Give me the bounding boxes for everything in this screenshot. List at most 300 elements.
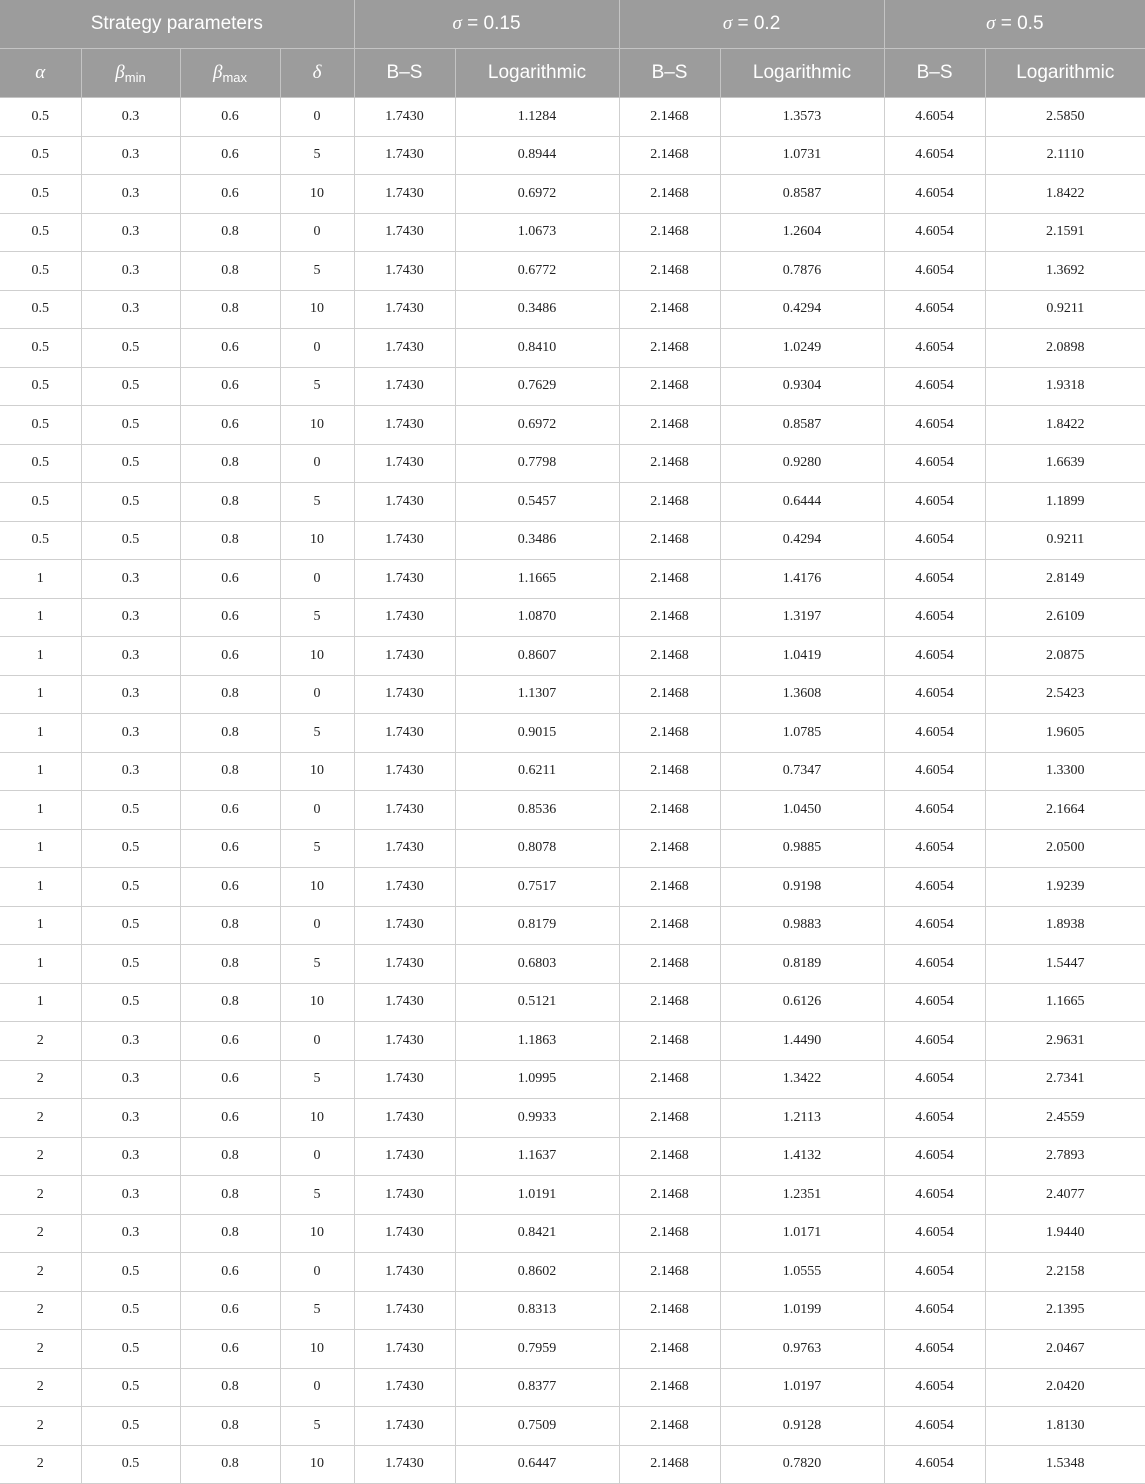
table-cell: 2.1395 [985, 1291, 1145, 1330]
table-cell: 1.1307 [455, 675, 619, 714]
table-cell: 0.6444 [720, 483, 884, 522]
table-cell: 1.8422 [985, 406, 1145, 445]
table-cell: 4.6054 [884, 868, 985, 907]
table-cell: 0.6 [180, 406, 280, 445]
table-cell: 0.5 [0, 175, 81, 214]
table-cell: 1.0995 [455, 1060, 619, 1099]
table-cell: 2.1468 [619, 444, 720, 483]
table-cell: 1.1665 [455, 560, 619, 599]
table-cell: 1 [0, 868, 81, 907]
table-cell: 4.6054 [884, 752, 985, 791]
table-row [0, 1330, 1145, 1369]
table-cell: 0.8607 [455, 637, 619, 676]
table-cell: 4.6054 [884, 213, 985, 252]
table-cell: 1.4490 [720, 1022, 884, 1061]
col-beta-min: $\beta_{min}$ [81, 49, 180, 98]
table-cell: 0.3 [81, 560, 180, 599]
table-cell: 0.8189 [720, 945, 884, 984]
sigma-group-header [619, 0, 884, 49]
table-cell: 0.6972 [455, 175, 619, 214]
table-cell: 1.7430 [354, 136, 455, 175]
table-cell: 0.8 [180, 1176, 280, 1215]
table-cell: 2.1468 [619, 1099, 720, 1138]
table-cell: 2.1468 [619, 906, 720, 945]
table-cell: 0.9304 [720, 367, 884, 406]
table-cell: 0.6972 [455, 406, 619, 445]
sigma-group-header [884, 0, 1145, 49]
table-cell: 1.7430 [354, 752, 455, 791]
table-cell: 4.6054 [884, 1214, 985, 1253]
table-cell: 0 [280, 1253, 354, 1292]
table-cell: 0.6772 [455, 252, 619, 291]
table-cell: 5 [280, 1176, 354, 1215]
table-cell: 0.8 [180, 945, 280, 984]
table-cell: 2.1468 [619, 175, 720, 214]
table-cell: 0.6 [180, 136, 280, 175]
table-cell: 0.5 [81, 983, 180, 1022]
table-cell: 1.2113 [720, 1099, 884, 1138]
table-cell: 4.6054 [884, 560, 985, 599]
table-row [0, 1445, 1145, 1484]
table-cell: 0.8078 [455, 829, 619, 868]
table-cell: 1.7430 [354, 945, 455, 984]
table-row [0, 868, 1145, 907]
table-cell: 1.7430 [354, 252, 455, 291]
col-bs: B–S [354, 49, 455, 98]
table-cell: 2.1468 [619, 521, 720, 560]
table-cell: 1.7430 [354, 290, 455, 329]
table-cell: 2.7893 [985, 1137, 1145, 1176]
table-cell: 0.3 [81, 637, 180, 676]
table-cell: 1.7430 [354, 714, 455, 753]
table-row [0, 714, 1145, 753]
table-cell: 0.3 [81, 136, 180, 175]
table-cell: 10 [280, 1099, 354, 1138]
table-cell: 0.6 [180, 1022, 280, 1061]
table-row [0, 213, 1145, 252]
table-cell: 1 [0, 791, 81, 830]
table-cell: 1.8938 [985, 906, 1145, 945]
table-cell: 1.3692 [985, 252, 1145, 291]
table-cell: 0.6447 [455, 1445, 619, 1484]
table-cell: 1.7430 [354, 98, 455, 137]
table-cell: 2.4077 [985, 1176, 1145, 1215]
table-cell: 1.7430 [354, 983, 455, 1022]
table-cell: 0.5 [81, 483, 180, 522]
table-cell: 4.6054 [884, 329, 985, 368]
table-cell: 4.6054 [884, 1253, 985, 1292]
table-cell: 1 [0, 829, 81, 868]
table-cell: 2.5423 [985, 675, 1145, 714]
table-cell: 0.9211 [985, 290, 1145, 329]
table-cell: 1.0249 [720, 329, 884, 368]
table-cell: 1.7430 [354, 598, 455, 637]
table-cell: 1.0555 [720, 1253, 884, 1292]
table-cell: 0 [280, 213, 354, 252]
table-cell: 0.5 [0, 136, 81, 175]
table-row [0, 945, 1145, 984]
table-cell: 5 [280, 945, 354, 984]
table-row [0, 406, 1145, 445]
table-cell: 1.7430 [354, 329, 455, 368]
table-cell: 0.8 [180, 483, 280, 522]
table-cell: 2.1468 [619, 213, 720, 252]
table-cell: 2.0467 [985, 1330, 1145, 1369]
table-cell: 0.8587 [720, 175, 884, 214]
table-cell: 0.6211 [455, 752, 619, 791]
table-cell: 2.1468 [619, 714, 720, 753]
table-cell: 2 [0, 1330, 81, 1369]
table-cell: 1.9440 [985, 1214, 1145, 1253]
table-cell: 0.7509 [455, 1407, 619, 1446]
table-cell: 2.1468 [619, 945, 720, 984]
table-cell: 0.5 [81, 1445, 180, 1484]
table-cell: 4.6054 [884, 136, 985, 175]
table-cell: 0 [280, 791, 354, 830]
table-cell: 2.1468 [619, 1445, 720, 1484]
table-cell: 1 [0, 560, 81, 599]
table-cell: 1.7430 [354, 906, 455, 945]
table-cell: 10 [280, 1445, 354, 1484]
table-cell: 0 [280, 560, 354, 599]
table-row [0, 290, 1145, 329]
table-cell: 1 [0, 906, 81, 945]
table-cell: 1 [0, 983, 81, 1022]
table-cell: 0.7629 [455, 367, 619, 406]
table-cell: 2.4559 [985, 1099, 1145, 1138]
table-row [0, 791, 1145, 830]
table-row [0, 1099, 1145, 1138]
table-cell: 2 [0, 1407, 81, 1446]
table-cell: 1.7430 [354, 213, 455, 252]
table-cell: 1.8130 [985, 1407, 1145, 1446]
table-cell: 10 [280, 752, 354, 791]
table-cell: 4.6054 [884, 1176, 985, 1215]
table-cell: 1.7430 [354, 1060, 455, 1099]
table-cell: 1.5348 [985, 1445, 1145, 1484]
table-cell: 1.3300 [985, 752, 1145, 791]
table-cell: 0.8 [180, 1407, 280, 1446]
table-cell: 1.7430 [354, 1330, 455, 1369]
table-cell: 1.7430 [354, 791, 455, 830]
table-body [0, 98, 1145, 1484]
table-cell: 1 [0, 637, 81, 676]
table-row [0, 175, 1145, 214]
table-cell: 0.8410 [455, 329, 619, 368]
table-cell: 0.3 [81, 1060, 180, 1099]
table-cell: 4.6054 [884, 1022, 985, 1061]
table-cell: 2.1468 [619, 637, 720, 676]
table-cell: 0.8 [180, 444, 280, 483]
table-cell: 0.3 [81, 598, 180, 637]
table-cell: 10 [280, 290, 354, 329]
table-cell: 0.5 [81, 521, 180, 560]
table-cell: 0.5 [0, 213, 81, 252]
table-cell: 0.5 [81, 444, 180, 483]
table-cell: 2 [0, 1214, 81, 1253]
sigma-symbol: σ [986, 13, 996, 34]
table-cell: 4.6054 [884, 1060, 985, 1099]
table-cell: 1.7430 [354, 1368, 455, 1407]
table-cell: 0.6 [180, 868, 280, 907]
sigma-group-header [354, 0, 619, 49]
table-cell: 10 [280, 868, 354, 907]
table-cell: 1.4176 [720, 560, 884, 599]
table-cell: 0.9883 [720, 906, 884, 945]
table-cell: 0 [280, 329, 354, 368]
table-cell: 0.7798 [455, 444, 619, 483]
table-cell: 0.3 [81, 98, 180, 137]
table-row [0, 98, 1145, 137]
table-cell: 1 [0, 598, 81, 637]
table-cell: 0.5121 [455, 983, 619, 1022]
table-cell: 1.1665 [985, 983, 1145, 1022]
table-cell: 2.8149 [985, 560, 1145, 599]
table-cell: 1.4132 [720, 1137, 884, 1176]
table-cell: 0 [280, 906, 354, 945]
table-cell: 0.3 [81, 714, 180, 753]
table-cell: 4.6054 [884, 444, 985, 483]
table-cell: 5 [280, 252, 354, 291]
table-cell: 0.8421 [455, 1214, 619, 1253]
table-cell: 2.1591 [985, 213, 1145, 252]
table-cell: 0 [280, 1022, 354, 1061]
table-cell: 4.6054 [884, 637, 985, 676]
table-cell: 2.1468 [619, 1214, 720, 1253]
table-cell: 1.7430 [354, 1407, 455, 1446]
table-cell: 2.1468 [619, 560, 720, 599]
table-cell: 4.6054 [884, 367, 985, 406]
table-cell: 10 [280, 1214, 354, 1253]
table-cell: 0.6 [180, 829, 280, 868]
table-cell: 2 [0, 1099, 81, 1138]
table-cell: 0.8587 [720, 406, 884, 445]
table-cell: 0 [280, 98, 354, 137]
table-cell: 0.8 [180, 213, 280, 252]
table-cell: 1.7430 [354, 1137, 455, 1176]
col-delta: δ [280, 49, 354, 98]
table-cell: 0.8 [180, 752, 280, 791]
table-cell: 0.6 [180, 560, 280, 599]
table-cell: 1.0785 [720, 714, 884, 753]
table-cell: 0.3 [81, 1137, 180, 1176]
table-row [0, 1022, 1145, 1061]
table-cell: 0.5 [81, 829, 180, 868]
table-cell: 0.5 [81, 1368, 180, 1407]
table-cell: 2.1468 [619, 791, 720, 830]
col-alpha: α [0, 49, 81, 98]
table-cell: 4.6054 [884, 791, 985, 830]
sigma-value: = 0.2 [737, 13, 781, 34]
table-cell: 2.1468 [619, 367, 720, 406]
table-cell: 0.4294 [720, 290, 884, 329]
table-cell: 0.6 [180, 329, 280, 368]
table-cell: 2.1468 [619, 136, 720, 175]
table-cell: 2.1468 [619, 1060, 720, 1099]
table-cell: 0.5 [81, 1291, 180, 1330]
table-cell: 0.5 [81, 367, 180, 406]
table-cell: 1.0450 [720, 791, 884, 830]
table-cell: 0.8 [180, 1445, 280, 1484]
table-row [0, 983, 1145, 1022]
table-cell: 0.3 [81, 213, 180, 252]
table-cell: 0.5 [81, 791, 180, 830]
table-cell: 2.5850 [985, 98, 1145, 137]
table-cell: 10 [280, 983, 354, 1022]
table-cell: 1.7430 [354, 1445, 455, 1484]
table-cell: 0.3 [81, 675, 180, 714]
table-cell: 0.6803 [455, 945, 619, 984]
table-cell: 1.8422 [985, 175, 1145, 214]
table-row [0, 136, 1145, 175]
table-cell: 0.6126 [720, 983, 884, 1022]
table-row [0, 598, 1145, 637]
table-cell: 10 [280, 521, 354, 560]
table-cell: 1.0419 [720, 637, 884, 676]
table-cell: 2.1468 [619, 829, 720, 868]
table-cell: 0.5 [0, 521, 81, 560]
table-cell: 2.1468 [619, 1253, 720, 1292]
table-cell: 1.7430 [354, 868, 455, 907]
table-cell: 1.7430 [354, 1099, 455, 1138]
table-cell: 0 [280, 675, 354, 714]
table-cell: 1.7430 [354, 675, 455, 714]
sigma-value: = 0.5 [1000, 13, 1044, 34]
table-cell: 4.6054 [884, 1407, 985, 1446]
table-cell: 0.8 [180, 675, 280, 714]
table-cell: 2 [0, 1368, 81, 1407]
table-cell: 5 [280, 367, 354, 406]
table-cell: 1 [0, 714, 81, 753]
table-cell: 5 [280, 1407, 354, 1446]
table-cell: 2.1468 [619, 1176, 720, 1215]
table-cell: 2.1468 [619, 483, 720, 522]
table-cell: 4.6054 [884, 98, 985, 137]
table-cell: 0.9198 [720, 868, 884, 907]
table-cell: 2.9631 [985, 1022, 1145, 1061]
table-cell: 0.5 [81, 1253, 180, 1292]
table-cell: 4.6054 [884, 714, 985, 753]
table-cell: 4.6054 [884, 598, 985, 637]
table-row [0, 752, 1145, 791]
table-cell: 1.9239 [985, 868, 1145, 907]
table-cell: 0.3486 [455, 290, 619, 329]
table-cell: 0.8602 [455, 1253, 619, 1292]
table-row [0, 521, 1145, 560]
table-cell: 2.7341 [985, 1060, 1145, 1099]
table-cell: 0.8 [180, 1214, 280, 1253]
table-row [0, 1176, 1145, 1215]
sigma-symbol: σ [722, 13, 733, 34]
strategy-parameters-header: Strategy parameters [0, 0, 354, 49]
table-cell: 2.1468 [619, 675, 720, 714]
table-cell: 1.7430 [354, 406, 455, 445]
table-cell: 0.9015 [455, 714, 619, 753]
table-cell: 4.6054 [884, 1291, 985, 1330]
table-cell: 2 [0, 1291, 81, 1330]
table-cell: 0.3 [81, 252, 180, 291]
table-row [0, 1214, 1145, 1253]
table-cell: 1 [0, 675, 81, 714]
table-cell: 0.5 [0, 444, 81, 483]
table-cell: 2.6109 [985, 598, 1145, 637]
table-cell: 1.3422 [720, 1060, 884, 1099]
table-cell: 2.0500 [985, 829, 1145, 868]
table-cell: 0.5 [0, 252, 81, 291]
table-cell: 0.8179 [455, 906, 619, 945]
table-cell: 5 [280, 829, 354, 868]
table-cell: 0.9885 [720, 829, 884, 868]
table-cell: 2.1468 [619, 1022, 720, 1061]
table-cell: 0.3 [81, 1176, 180, 1215]
table-cell: 4.6054 [884, 1445, 985, 1484]
table-cell: 0.3 [81, 175, 180, 214]
table-cell: 2.1664 [985, 791, 1145, 830]
table-cell: 1.7430 [354, 483, 455, 522]
table-cell: 2.1468 [619, 983, 720, 1022]
table-cell: 2 [0, 1253, 81, 1292]
table-cell: 0.6 [180, 98, 280, 137]
table-cell: 0.6 [180, 1060, 280, 1099]
table-cell: 1.3197 [720, 598, 884, 637]
table-cell: 0 [280, 1137, 354, 1176]
table-cell: 4.6054 [884, 483, 985, 522]
table-cell: 2.1468 [619, 1407, 720, 1446]
table-cell: 2.1468 [619, 329, 720, 368]
table-cell: 5 [280, 598, 354, 637]
table-cell: 0.5 [81, 868, 180, 907]
table-cell: 4.6054 [884, 1330, 985, 1369]
table-cell: 0.9763 [720, 1330, 884, 1369]
table-cell: 1.7430 [354, 1022, 455, 1061]
table-cell: 1.1899 [985, 483, 1145, 522]
table-cell: 4.6054 [884, 675, 985, 714]
table-cell: 1.9605 [985, 714, 1145, 753]
table-row [0, 1060, 1145, 1099]
table-cell: 0.5 [0, 406, 81, 445]
table-cell: 0.8 [180, 983, 280, 1022]
table-cell: 0.3 [81, 1099, 180, 1138]
table-cell: 0.5 [0, 290, 81, 329]
table-cell: 1.0199 [720, 1291, 884, 1330]
table-cell: 1.7430 [354, 1214, 455, 1253]
table-cell: 0.5 [81, 329, 180, 368]
table-cell: 1 [0, 945, 81, 984]
col-beta-max: $\beta_{max}$ [180, 49, 280, 98]
table-cell: 0 [280, 1368, 354, 1407]
table-cell: 1.3608 [720, 675, 884, 714]
table-cell: 1.2351 [720, 1176, 884, 1215]
table-cell: 2.1468 [619, 1291, 720, 1330]
table-cell: 0.9211 [985, 521, 1145, 560]
table-row [0, 1407, 1145, 1446]
table-cell: 5 [280, 714, 354, 753]
table-cell: 5 [280, 1291, 354, 1330]
table-cell: 1.2604 [720, 213, 884, 252]
table-cell: 4.6054 [884, 1368, 985, 1407]
table-cell: 10 [280, 406, 354, 445]
table-cell: 0.3 [81, 1022, 180, 1061]
table-cell: 4.6054 [884, 290, 985, 329]
table-cell: 1.5447 [985, 945, 1145, 984]
table-cell: 4.6054 [884, 945, 985, 984]
table-row [0, 367, 1145, 406]
table-cell: 2.0420 [985, 1368, 1145, 1407]
table-cell: 0.6 [180, 175, 280, 214]
table-cell: 2 [0, 1137, 81, 1176]
table-row [0, 829, 1145, 868]
table-cell: 2.2158 [985, 1253, 1145, 1292]
